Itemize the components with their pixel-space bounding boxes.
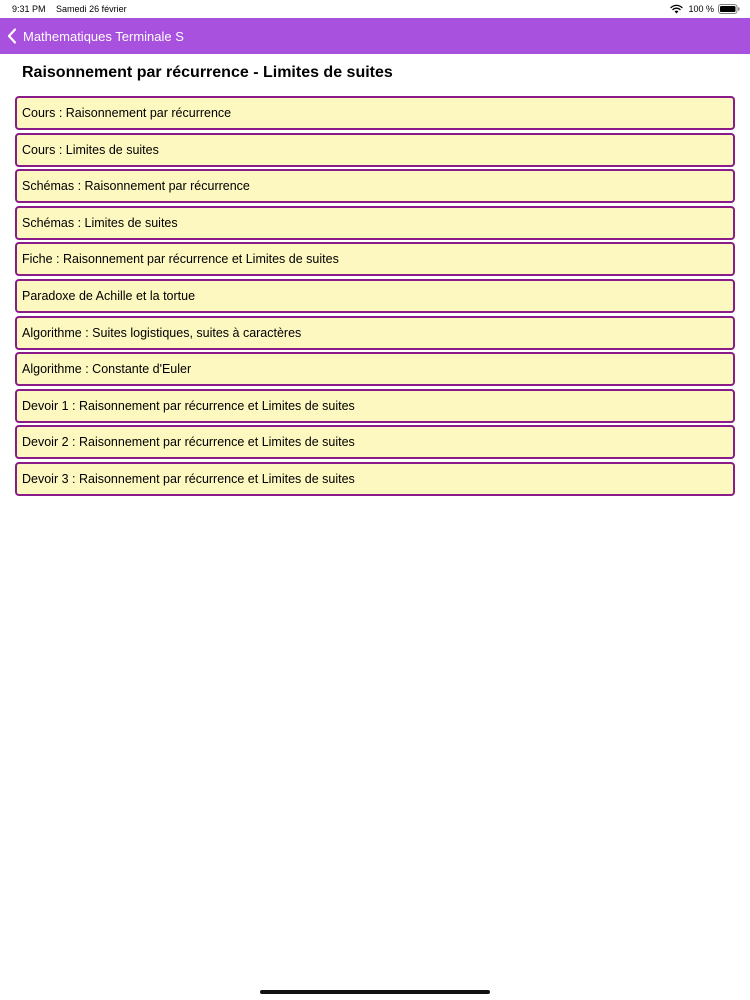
- list-item[interactable]: [15, 352, 735, 386]
- list-item-label: Schémas : Limites de suites: [22, 215, 178, 230]
- back-button[interactable]: [6, 18, 184, 54]
- home-indicator[interactable]: [260, 990, 490, 994]
- status-right: [670, 0, 740, 18]
- status-date: Samedi 26 février: [56, 4, 127, 14]
- list-item-label: Cours : Limites de suites: [22, 142, 159, 157]
- status-left: [12, 0, 127, 18]
- list-item-label: Algorithme : Constante d'Euler: [22, 362, 192, 377]
- list-item-label: Devoir 3 : Raisonnement par récurrence et Limites de suites: [22, 471, 355, 486]
- list-item[interactable]: [15, 389, 735, 423]
- status-bar: [0, 0, 750, 18]
- list-item[interactable]: [15, 462, 735, 496]
- chevron-left-icon[interactable]: [6, 28, 18, 44]
- list-item[interactable]: [15, 279, 735, 313]
- battery-icon: [718, 4, 740, 14]
- navigation-bar: [0, 18, 750, 54]
- list-item-label: Paradoxe de Achille et la tortue: [22, 288, 196, 303]
- list-item[interactable]: [15, 206, 735, 240]
- list-item[interactable]: [15, 96, 735, 130]
- list-item[interactable]: [15, 133, 735, 167]
- list-item-label: Schémas : Raisonnement par récurrence: [22, 179, 250, 194]
- lesson-list: [15, 96, 735, 499]
- list-item-label: Cours : Raisonnement par récurrence: [22, 106, 232, 120]
- battery-percent: 100 %: [688, 4, 714, 14]
- list-item[interactable]: [15, 242, 735, 276]
- back-button-label[interactable]: Mathematiques Terminale S: [23, 28, 184, 44]
- list-item[interactable]: [15, 316, 735, 350]
- wifi-icon: [670, 4, 683, 14]
- list-item-label: Devoir 2 : Raisonnement par récurrence et Limites de suites: [22, 435, 355, 450]
- list-item-label: Algorithme : Suites logistiques, suites à caractères: [22, 325, 302, 340]
- page-title: Raisonnement par récurrence - Limites de suites: [22, 64, 393, 81]
- status-time: 9:31 PM: [12, 4, 46, 14]
- list-item-label: Fiche : Raisonnement par récurrence et Limites de suites: [22, 252, 339, 267]
- list-item-label: Devoir 1 : Raisonnement par récurrence et Limites de suites: [22, 398, 355, 413]
- list-item[interactable]: [15, 425, 735, 459]
- list-item[interactable]: [15, 169, 735, 203]
